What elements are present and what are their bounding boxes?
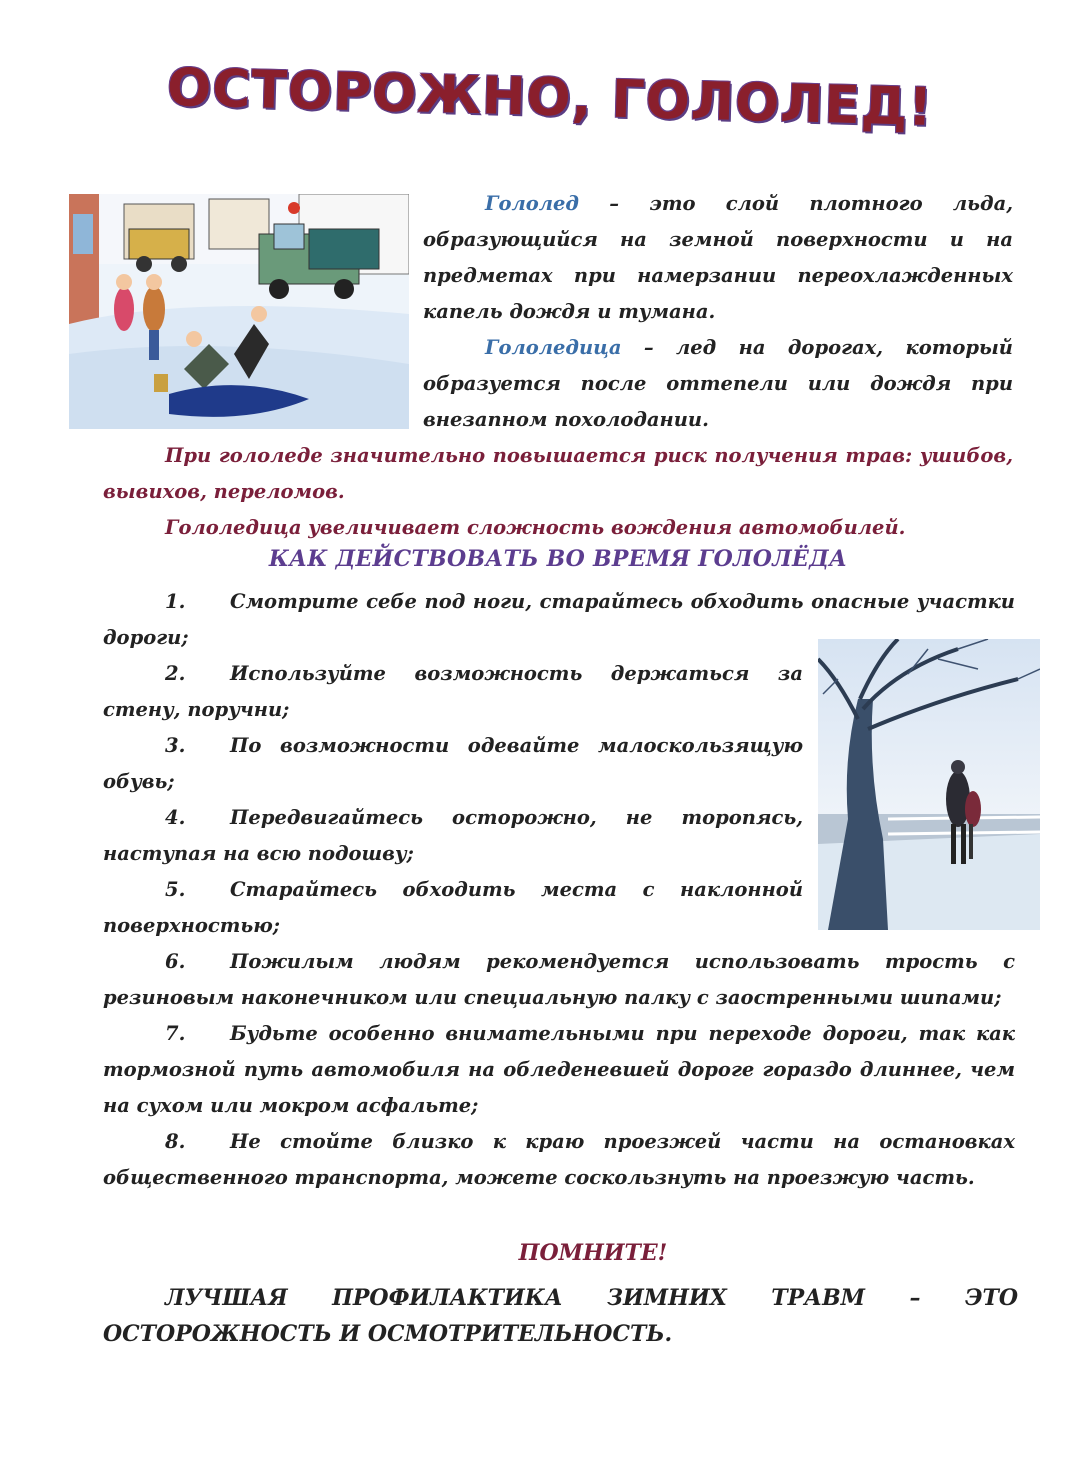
rule-number: 2.	[165, 662, 186, 685]
howto-heading: КАК ДЕЙСТВОВАТЬ ВО ВРЕМЯ ГОЛОЛЁДА	[268, 546, 848, 572]
rule-item	[103, 872, 803, 944]
remember-heading: ПОМНИТЕ!	[518, 1240, 668, 1266]
risk-notes	[103, 438, 1013, 546]
definition-black-ice	[423, 330, 1013, 438]
definition-text: – лед на дорогах, который образуется после оттепели или дождя при внезапном похолодании.	[423, 336, 1013, 431]
rule-text: Используйте возможность держаться за стену, поручни;	[103, 662, 803, 721]
rule-text: Передвигайтесь осторожно, не торопясь, наступая на всю подошву;	[103, 806, 803, 865]
rule-number: 6.	[165, 950, 186, 973]
definitions	[423, 186, 1013, 438]
rule-item	[103, 800, 803, 872]
rule-item	[103, 1016, 1015, 1124]
rule-number: 8.	[165, 1130, 186, 1153]
rules-list	[103, 584, 1015, 1196]
rule-item	[103, 584, 1015, 656]
rule-item	[103, 728, 803, 800]
rule-text: Будьте особенно внимательными при переходе дороги, так как тормозной путь автомобиля на обледеневшей дороге гораздо длиннее, чем на сухом или мокром асфальте;	[103, 1022, 1015, 1117]
poster-title: ОСТОРОЖНО, ГОЛОЛЕД!	[166, 57, 934, 139]
icy-street-illustration	[69, 194, 409, 429]
rule-text: Не стойте близко к краю проезжей части на остановках общественного транспорта, можете соскользнуть на проезжую часть.	[103, 1130, 1015, 1189]
rule-item	[103, 1124, 1015, 1196]
term-gololed: Гололед	[485, 192, 579, 215]
rule-text: Старайтесь обходить места с наклонной поверхностью;	[103, 878, 803, 937]
definition-ice	[423, 186, 1013, 330]
rule-number: 1.	[165, 590, 186, 613]
rule-number: 5.	[165, 878, 186, 901]
rule-number: 7.	[165, 1022, 186, 1045]
rule-number: 3.	[165, 734, 186, 757]
risk-note-driving: Гололедица увеличивает сложность вождения автомобилей.	[165, 516, 906, 539]
rule-text: По возможности одевайте малоскользящую обувь;	[103, 734, 803, 793]
definition-text: – это слой плотного льда, образующийся на земной поверхности и на предметах при намерзании переохлажденных капель дождя и тумана.	[423, 192, 1013, 323]
final-message: ЛУЧШАЯ ПРОФИЛАКТИКА ЗИМНИХ ТРАВМ – ЭТО ОСТОРОЖНОСТЬ И ОСМОТРИТЕЛЬНОСТЬ.	[103, 1285, 1018, 1347]
rule-number: 4.	[165, 806, 186, 829]
rule-item	[103, 944, 1015, 1016]
term-gololeditsa: Гололедица	[485, 336, 622, 359]
rule-text: Пожилым людям рекомендуется использовать трость с резиновым наконечником или специальную палку с заостренными шипами;	[103, 950, 1015, 1009]
rule-text: Смотрите себе под ноги, старайтесь обходить опасные участки дороги;	[103, 590, 1015, 649]
rule-item	[103, 656, 803, 728]
risk-note-injuries: При гололеде значительно повышается риск получения трав: ушибов, вывихов, переломов.	[103, 444, 1013, 503]
